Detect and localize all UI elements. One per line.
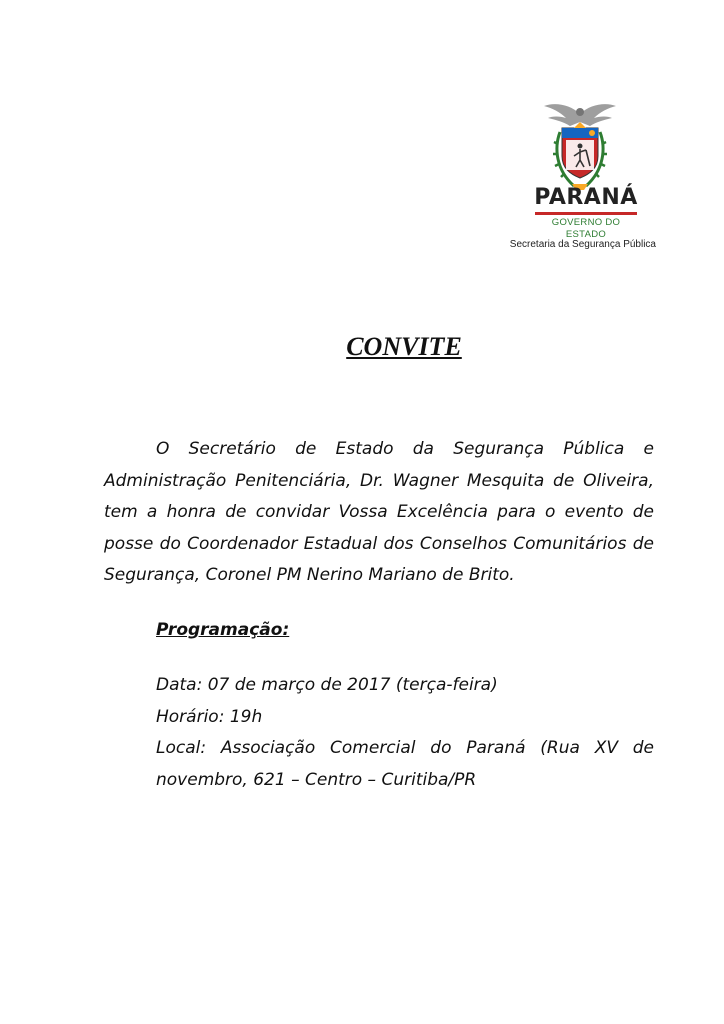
letterhead bbox=[500, 96, 670, 256]
document-title: CONVITE bbox=[346, 332, 462, 361]
brand-name: PARANÁ bbox=[534, 185, 638, 210]
program-details bbox=[156, 670, 654, 796]
department-name: Secretaria da Segurança Pública bbox=[509, 239, 656, 250]
invitation-paragraph: O Secretário de Estado da Segurança Pública e Administração Penitenciária, Dr. Wagner Mesquita de Oliveira, tem a honra de convidar Vossa Excelência para o evento de posse do Coordenador Estadual dos Conselhos Comunitários de Segurança, Coronel PM Nerino Mariano de Brito. bbox=[104, 439, 654, 585]
brand-divider bbox=[535, 212, 637, 215]
event-date: Data: 07 de março de 2017 (terça-feira) bbox=[156, 675, 498, 695]
event-location: Local: Associação Comercial do Paraná (Rua XV de novembro, 621 – Centro – Curitiba/PR bbox=[156, 738, 654, 790]
event-time: Horário: 19h bbox=[156, 706, 263, 727]
brand-subtitle: GOVERNO DO ESTADO bbox=[551, 217, 621, 240]
brand-block bbox=[533, 186, 639, 241]
program-heading: Programação: bbox=[156, 620, 290, 640]
parana-coat-of-arms-icon bbox=[540, 100, 620, 192]
